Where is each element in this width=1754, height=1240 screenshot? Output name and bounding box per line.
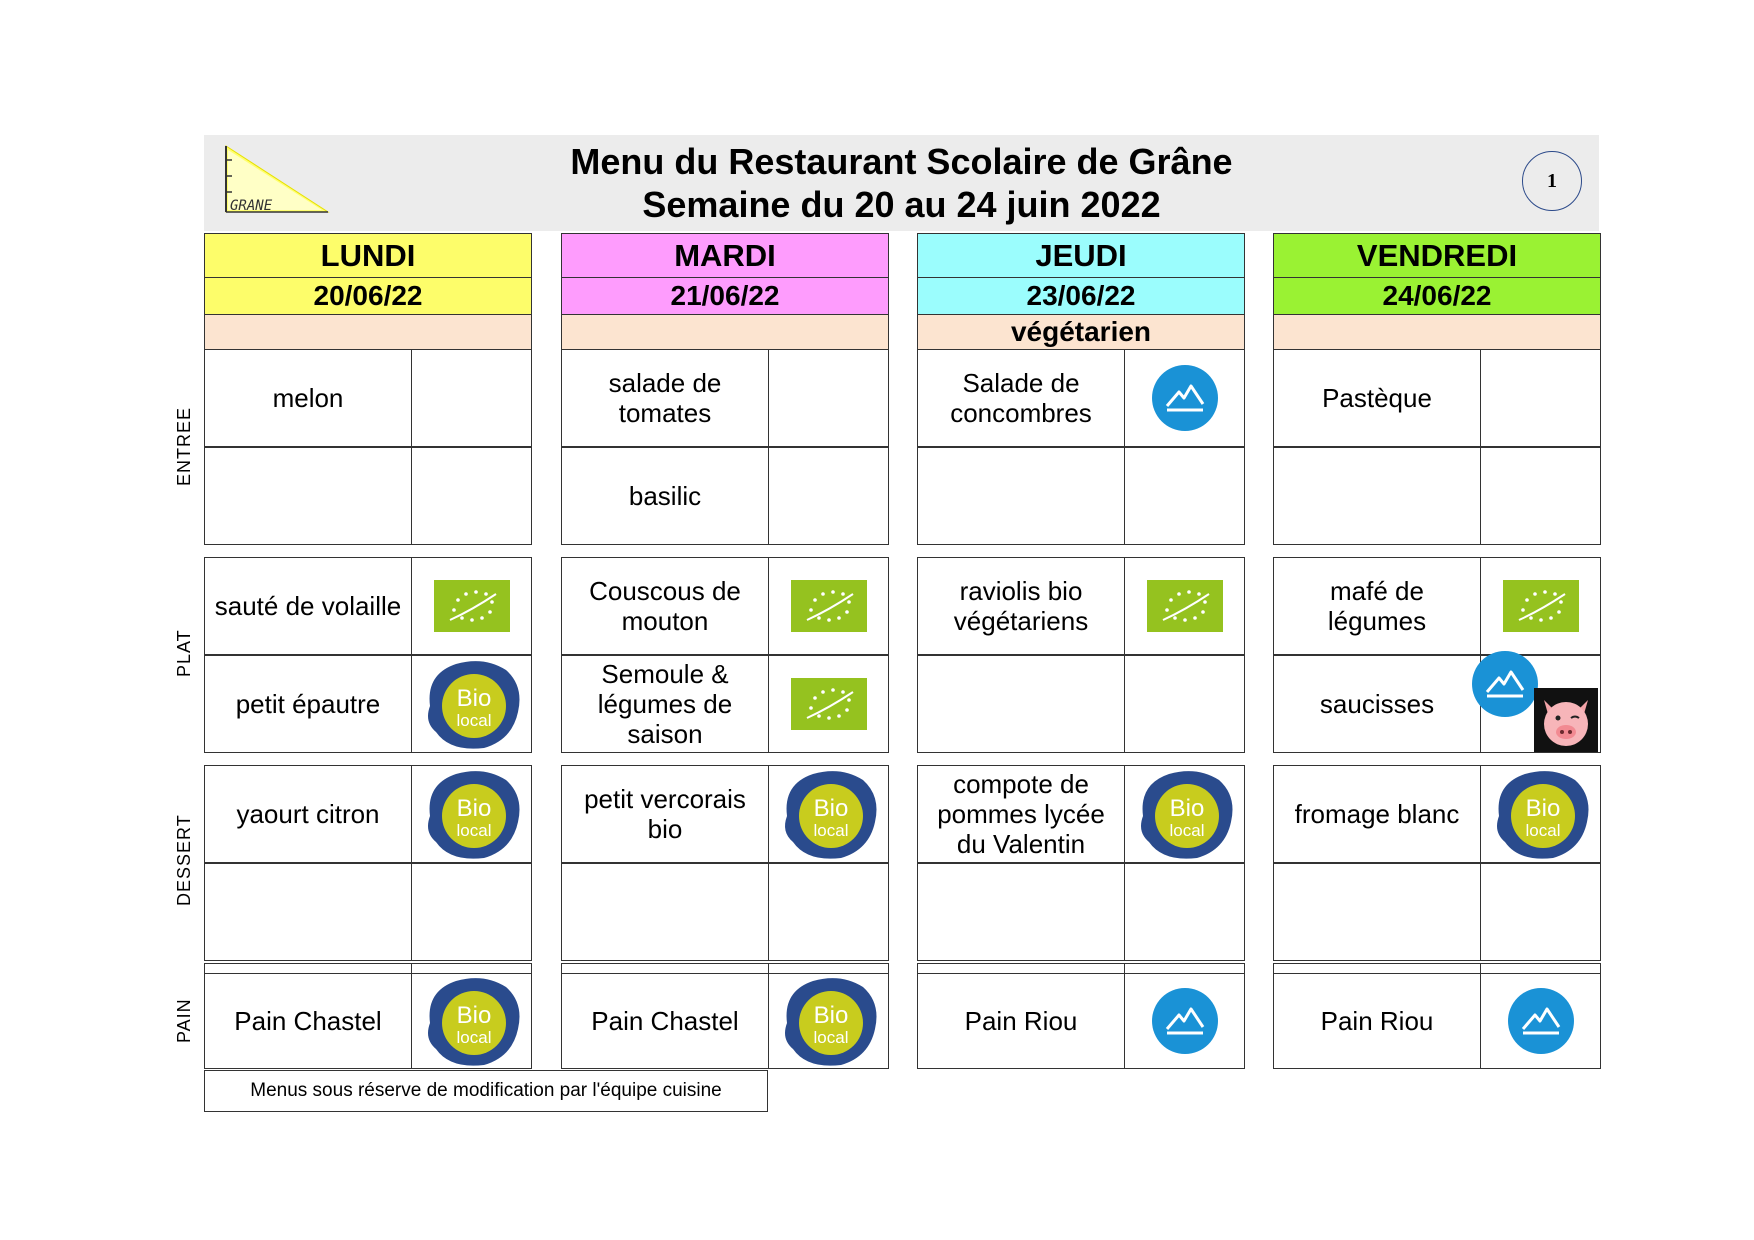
dish-name: Pain Riou [964,1006,1078,1036]
day-date: 23/06/22 [917,277,1245,314]
dish-cell-plat [204,655,412,753]
dish-name: Couscous de mouton [589,576,741,636]
dish-name: compote de pommes lycée du Valentin [937,769,1105,859]
dish-cell-dessert [1273,765,1481,863]
dish-name: Pastèque [1322,383,1432,413]
day-header-jeudi [917,233,1245,350]
dish-name: fromage blanc [1294,799,1460,829]
icon-cell-dessert [411,863,532,961]
dish-cell-plat [917,557,1125,655]
icon-cell-entree [1124,447,1245,545]
svg-text:Bio: Bio [813,795,849,822]
dish-cell-dessert [917,765,1125,863]
day-tag: végétarien [917,314,1245,350]
page-number-badge: 1 [1522,151,1582,211]
day-name: JEUDI [917,233,1245,277]
dish-cell-dessert [917,863,1125,961]
svg-text:Bio: Bio [1169,795,1205,822]
dish-cell-entree [917,349,1125,447]
dish-cell-plat [1273,557,1481,655]
day-date: 20/06/22 [204,277,532,314]
dish-cell-dessert [204,863,412,961]
eu-organic-leaf-icon [434,580,510,632]
dish-name: Semoule & légumes de saison [597,659,733,749]
dish-cell-pain [917,973,1125,1069]
dish-cell-pain [204,973,412,1069]
icon-cell-entree [768,349,889,447]
bio-local-badge-icon [777,766,881,862]
svg-text:local: local [813,1028,849,1047]
day-tag [204,314,532,350]
dish-cell-dessert [561,765,769,863]
dish-name: melon [272,383,344,413]
dish-name: raviolis bio végétariens [953,576,1089,636]
row-spacer [1273,963,1481,974]
day-date: 24/06/22 [1273,277,1601,314]
svg-text:Bio: Bio [456,1002,492,1029]
row-spacer [204,963,412,974]
svg-text:local: local [456,711,492,730]
dish-name: basilic [628,481,702,511]
icon-cell-entree [768,447,889,545]
day-header-mardi [561,233,889,350]
bio-local-badge-icon [420,656,524,752]
dish-cell-pain [1273,973,1481,1069]
dish-name: Salade de concombres [950,368,1092,428]
bio-local-badge-icon [420,766,524,862]
icon-cell-dessert [1124,863,1245,961]
day-header-lundi [204,233,532,350]
row-spacer [917,963,1125,974]
icon-cell-entree [1480,349,1601,447]
eu-organic-leaf-icon [1147,580,1223,632]
dish-name: Pain Riou [1320,1006,1434,1036]
dish-cell-entree [561,349,769,447]
row-spacer [411,963,532,974]
day-name: MARDI [561,233,889,277]
footer-note: Menus sous réserve de modification par l'équipe cuisine [204,1070,768,1112]
dish-cell-plat [204,557,412,655]
row-spacer [561,963,769,974]
day-name: LUNDI [204,233,532,277]
dish-cell-entree [1273,349,1481,447]
day-tag [561,314,889,350]
dish-name: salade de tomates [608,368,722,428]
svg-text:Bio: Bio [456,685,492,712]
dish-cell-entree [917,447,1125,545]
dish-cell-plat [561,557,769,655]
svg-text:local: local [1525,821,1561,840]
day-header-vendredi [1273,233,1601,350]
row-spacer [768,963,889,974]
eu-organic-leaf-icon [791,678,867,730]
dish-cell-plat [917,655,1125,753]
title-line-2: Semaine du 20 au 24 juin 2022 [642,184,1161,225]
svg-text:Bio: Bio [456,795,492,822]
dish-name: Pain Chastel [234,1006,382,1036]
dish-name: petit épautre [235,689,381,719]
svg-text:Bio: Bio [813,1002,849,1029]
dish-cell-dessert [561,863,769,961]
dish-name: Pain Chastel [591,1006,739,1036]
pork-pig-icon [1534,688,1598,752]
icon-cell-plat [1124,655,1245,753]
icon-cell-entree [1480,447,1601,545]
day-date: 21/06/22 [561,277,889,314]
dish-cell-entree [561,447,769,545]
svg-text:local: local [813,821,849,840]
svg-text:local: local [1169,821,1205,840]
alpes-label-icon [1151,364,1219,432]
svg-text:GRANE: GRANE [230,198,273,214]
dish-cell-entree [204,447,412,545]
bio-local-badge-icon [1489,766,1593,862]
dish-name: petit vercorais bio [584,784,746,844]
row-spacer [1124,963,1245,974]
alpes-label-icon [1151,987,1219,1055]
dish-name: saucisses [1319,689,1435,719]
dish-cell-entree [204,349,412,447]
alpes-label-icon [1471,650,1539,718]
dish-cell-dessert [204,765,412,863]
dish-name: sauté de volaille [214,591,402,621]
svg-text:local: local [456,821,492,840]
bio-local-badge-icon [1133,766,1237,862]
icon-cell-dessert [1480,863,1601,961]
dish-cell-dessert [1273,863,1481,961]
dish-cell-plat [561,655,769,753]
dish-cell-pain [561,973,769,1069]
bio-local-badge-icon [420,973,524,1069]
bio-local-badge-icon [777,973,881,1069]
alpes-label-icon [1507,987,1575,1055]
svg-text:local: local [456,1028,492,1047]
page-title [204,140,1599,226]
dish-name: mafé de légumes [1327,576,1427,636]
icon-cell-entree [411,447,532,545]
dish-name: yaourt citron [236,799,380,829]
title-line-1: Menu du Restaurant Scolaire de Grâne [570,141,1233,182]
svg-text:Bio: Bio [1525,795,1561,822]
day-tag [1273,314,1601,350]
eu-organic-leaf-icon [791,580,867,632]
dish-cell-entree [1273,447,1481,545]
icon-cell-entree [411,349,532,447]
eu-organic-leaf-icon [1503,580,1579,632]
dish-cell-plat [1273,655,1481,753]
icon-cell-dessert [768,863,889,961]
day-name: VENDREDI [1273,233,1601,277]
row-spacer [1480,963,1601,974]
